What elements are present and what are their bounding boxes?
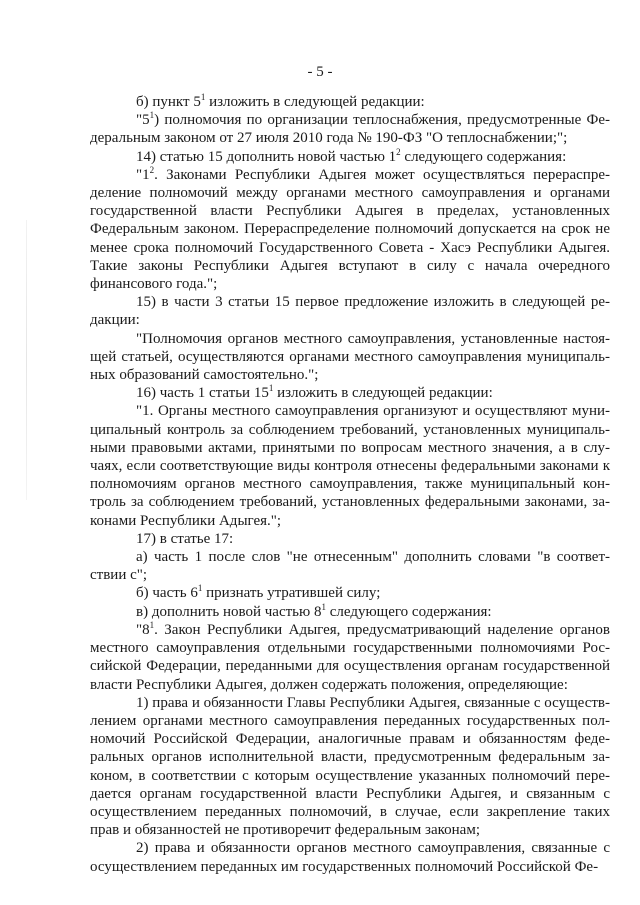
paragraph-text: 2) права и обязанности органов местного самоуправления, связанные с осуществлением переданных им государственных полномочий Российской Фе- <box>90 840 610 875</box>
paragraph-text: в) дополнить новой частью 8 <box>136 603 322 620</box>
paragraph <box>90 330 610 385</box>
paragraph-text: б) пункт 5 <box>136 94 201 110</box>
paragraph-text: "1. Органы местного самоуправления организуют и осуществляют муниципальный контроль за соблюдением требований, установленных муниципальными правовыми актами, принятыми по вопросам местного значения, а в случаях, если соответствующие виды контроля отнесены федеральными законами к полномочиям органов местного самоуправления, также муниципальный контроль за соблюдением требований, установленных федеральными законами, законами Республики Адыгея."; <box>90 403 610 529</box>
superscript: 1 <box>200 92 206 102</box>
paragraph-text: изложить в следующей редакции: <box>273 385 493 402</box>
superscript: 1 <box>268 383 274 394</box>
paragraph-text: признать утратившей силу; <box>202 585 381 602</box>
paragraph <box>90 384 610 402</box>
superscript: 1 <box>149 110 155 121</box>
paragraph-text: . Закон Республики Адыгея, предусматривающий наделение органов местного самоуправления отдельными государственными полномочиями Российской Федерации, переданными для осуществления органам государственной власти Республики Адыгея, должен содержать положения, определяющие: <box>90 621 610 693</box>
paragraph-text: 15) в части 3 статьи 15 первое предложение изложить в следующей редакции: <box>90 294 610 329</box>
paragraph <box>90 148 610 166</box>
paragraph-text: "1 <box>136 166 150 183</box>
paragraph-text: ) полномочия по организации теплоснабжения, предусмотренные Федеральным законом от 27 июля 2010 года № 190-ФЗ "О теплоснабжении;"; <box>90 112 610 147</box>
superscript: 1 <box>149 619 155 630</box>
paragraph <box>90 530 610 548</box>
paragraph-text: следующего содержания: <box>400 148 567 165</box>
paragraph-text: 1) права и обязанности Главы Республики Адыгея, связанные с осуществлением органами местного самоуправления переданных государственных полномочий Российской Федерации, аналогичные правам и обязанностям федеральных органов исполнительной власти, предусмотренным федеральным законом, в соответствии с которым осуществление указанных полномочий передается органам государственной власти Республики Адыгея, и связанным с осуществлением переданных полномочий, в случае, если закрепление таких прав и обязанностей не противоречит федеральным законам; <box>90 694 610 839</box>
paragraph-text: следующего содержания: <box>325 603 492 620</box>
paragraph-text: а) часть 1 после слов "не отнесенным" дополнить словами "в соответствии с"; <box>90 549 610 584</box>
paragraph-text: "Полномочия органов местного самоуправления, установленные настоящей статьей, осуществляются органами местного самоуправления муниципальных образований самостоятельно."; <box>90 330 610 384</box>
paragraph-text: "8 <box>136 621 150 638</box>
paragraph <box>90 694 610 840</box>
paragraph <box>90 621 610 694</box>
paragraph-text: 16) часть 1 статьи 15 <box>136 385 269 402</box>
superscript: 2 <box>149 164 155 175</box>
page-number: - 5 - <box>307 64 333 80</box>
document-body <box>90 93 610 876</box>
paragraph <box>90 548 610 584</box>
paragraph <box>90 402 610 529</box>
paragraph-text: 17) в статье 17: <box>136 530 234 547</box>
paragraph <box>90 111 610 147</box>
paragraph <box>90 603 610 621</box>
paragraph-text: изложить в следующей редакции: <box>205 94 425 110</box>
paragraph-text: б) часть 6 <box>136 585 198 602</box>
paragraph <box>90 93 610 111</box>
superscript: 2 <box>396 146 401 157</box>
paragraph <box>90 839 610 875</box>
paragraph <box>90 584 610 602</box>
paragraph <box>90 166 610 293</box>
scan-edge-shadow <box>26 220 27 500</box>
paragraph-text: . Законами Республики Адыгея может осуществляться перераспределение полномочий между органами местного самоуправления и органами государственной власти Республики Адыгея в пределах, установленных Федеральным законом. Перераспределение полномочий допускается на срок не менее срока полномочий Государственного Совета - Хасэ Республики Адыгея. Такие законы Республики Адыгея вступают в силу с начала очередного финансового года."; <box>90 166 610 293</box>
superscript: 1 <box>197 583 203 594</box>
paragraph-text: "5 <box>136 112 150 129</box>
paragraph <box>90 293 610 329</box>
superscript: 1 <box>321 601 326 612</box>
paragraph-text: 14) статью 15 дополнить новой частью 1 <box>136 148 397 165</box>
